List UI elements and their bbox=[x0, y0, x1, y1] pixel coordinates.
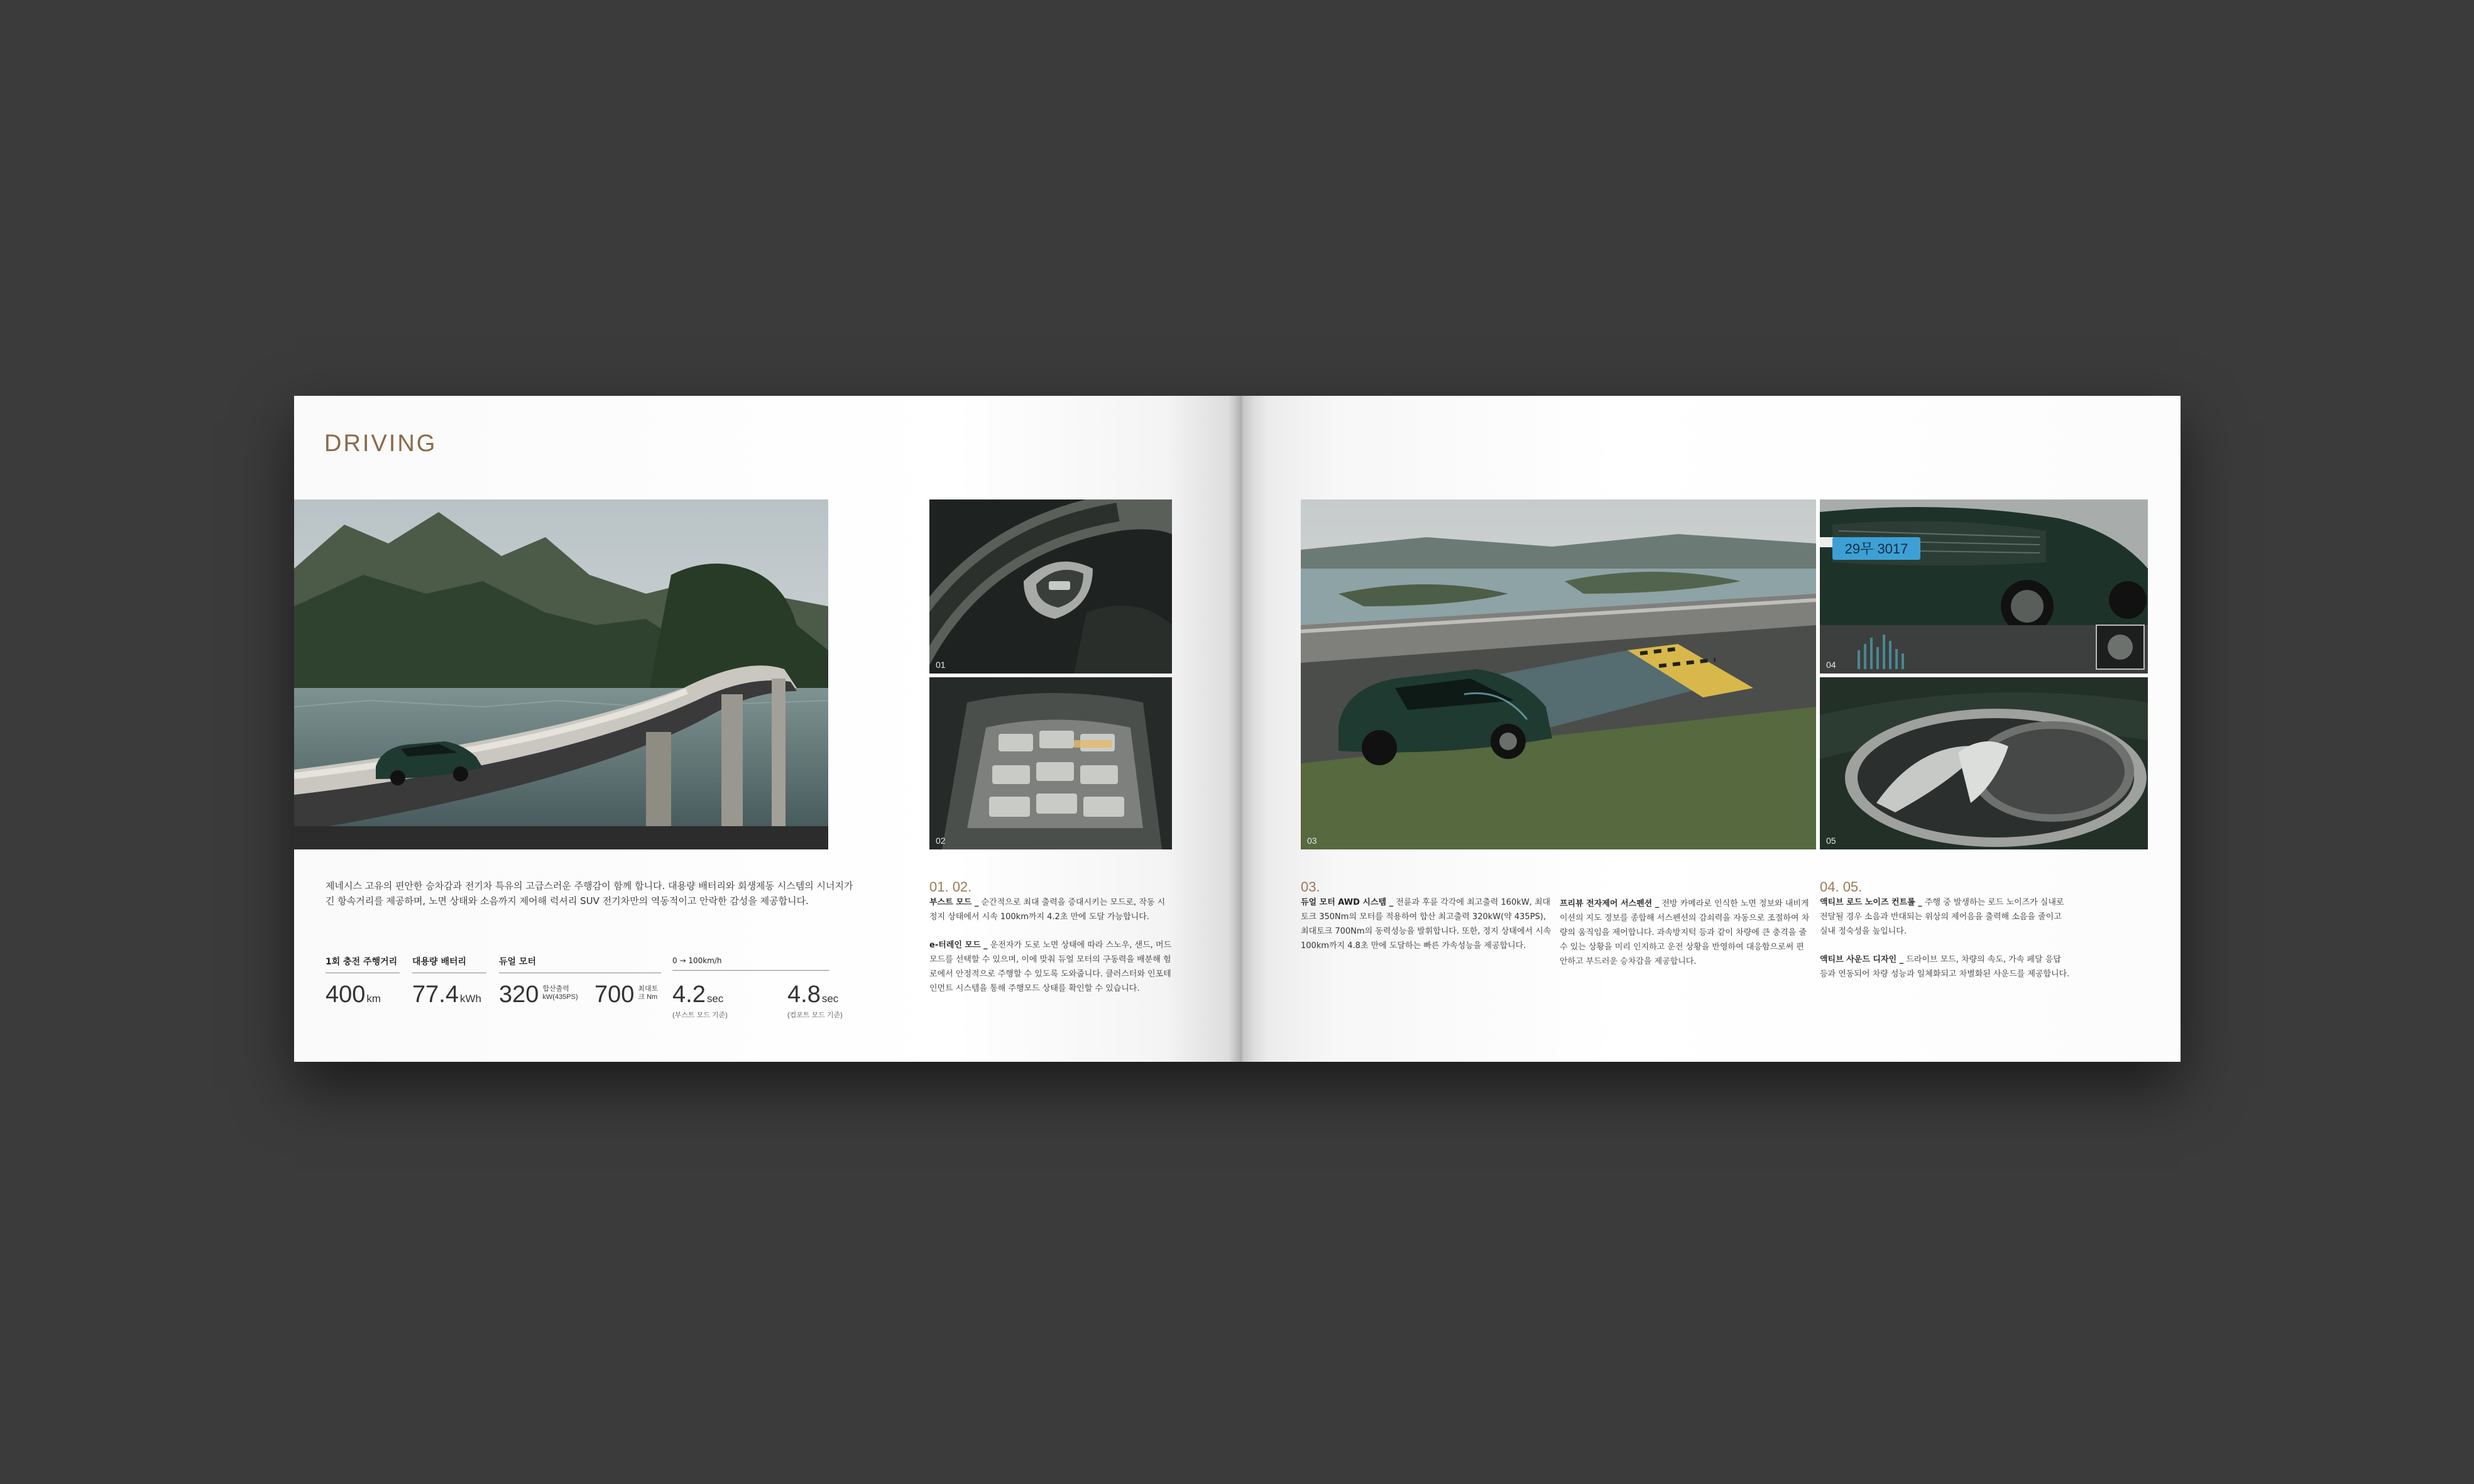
photo-number-01: 01 bbox=[936, 660, 946, 670]
photo-number-02: 02 bbox=[936, 836, 946, 846]
noise-control-paragraph: 액티브 로드 노이즈 컨트롤 _ 주행 중 발생하는 로드 노이즈가 실내로 전달될 경우 소음과 반대되는 위상의 제어음을 출력해 소음을 줄이고 실내 정숙성을 높입니다. bbox=[1820, 898, 2064, 936]
spec-label-range: 1회 충전 주행거리 bbox=[326, 955, 400, 973]
spec-label-battery: 대용량 배터리 bbox=[412, 955, 486, 973]
awd-paragraph: 듀얼 모터 AWD 시스템 _ 전륜과 후륜 각각에 최고출력 160kW, 최대토크 350Nm의 모터를 적용하여 합산 최고출력 320kW(약 435PS), 최대토크 700Nm의 동력성능을 발휘합니다. 또한, 정지 상태에서 시속 100km까지 4.8초 만에 도달하는 빠른 가속성능을 제공합니다. bbox=[1301, 898, 1552, 951]
spec-power: 320 합산출력 kW(435PS) bbox=[499, 981, 578, 1008]
feature-text-suspension bbox=[1560, 897, 1811, 969]
sound-design-paragraph: 액티브 사운드 디자인 _ 드라이브 모드, 차량의 속도, 가속 페달 응답 등과 연동되어 차량 성능과 일체화되고 차별화된 사운드를 제공합니다. bbox=[1820, 955, 2070, 979]
drive-mode-console-photo bbox=[929, 677, 1172, 849]
intro-paragraph: 제네시스 고유의 편안한 승차감과 전기차 특유의 고급스러운 주행감이 함께 합니다. 대용량 배터리와 회생제동 시스템의 시너지가 긴 항속거리를 제공하며, 노면 상태와 소음까지 제어해 럭셔리 SUV 전기차만의 역동적이고 안락한 감성을 제공합니다. bbox=[326, 880, 853, 907]
bridge-road-photo bbox=[294, 499, 828, 849]
brochure-right-page bbox=[1240, 396, 2181, 1062]
brochure-left-page bbox=[294, 396, 1240, 1062]
suspension-preview-photo bbox=[1301, 499, 1816, 849]
photo-number-04: 04 bbox=[1826, 660, 1836, 670]
suspension-paragraph: 프리뷰 전자제어 서스펜션 _ 전방 카메라로 인식한 노면 정보와 내비게이션의 지도 정보를 종합해 서스펜션의 감쇠력을 자동으로 조절하여 차량의 움직임을 제어합니다. 과속방지턱 등과 같이 차량에 큰 충격을 줄 수 있는 상황을 미리 인지하고 운전 상황을 반영하여 대응함으로써 편안하고 부드러운 승차감을 제공합니다. bbox=[1560, 899, 1810, 966]
door-speaker-photo bbox=[1820, 677, 2148, 849]
spec-table bbox=[326, 955, 863, 1025]
spec-accel-comfort: 4.8 sec (컴포트 모드 기준) bbox=[787, 981, 843, 1019]
spec-label-accel: 0 → 100km/h bbox=[672, 955, 829, 971]
spec-accel-boost: 4.2 sec (부스트 모드 기준) bbox=[672, 981, 728, 1019]
brochure-gutter bbox=[1229, 396, 1254, 1062]
eterrain-mode-paragraph: e-터레인 모드 _ 운전자가 도로 노면 상태에 따라 스노우, 샌드, 머드 모드를 선택할 수 있으며, 이에 맞춰 듀얼 모터의 구동력을 배분해 험로에서 안정적으로 주행할 수 있도록 도와줍니다. 클러스터와 인포테인먼트 시스템을 통해 주행모드 상태를 확인할 수 있습니다. bbox=[929, 941, 1172, 993]
feature-text-04-05 bbox=[1820, 880, 2071, 981]
car-front-noise-photo bbox=[1820, 499, 2148, 674]
spec-torque: 700 최대토크 Nm bbox=[594, 981, 659, 1008]
spec-battery: 77.4 kWh bbox=[412, 981, 481, 1008]
boost-mode-paragraph: 부스트 모드 _ 순간적으로 최대 출력을 증대시키는 모드로, 작동 시 정지 상태에서 시속 100km까지 4.2초 만에 도달 가능합니다. bbox=[929, 898, 1166, 922]
section-title: DRIVING bbox=[324, 430, 437, 457]
feature-text-01-02 bbox=[929, 880, 1173, 996]
photo-number-03: 03 bbox=[1307, 836, 1317, 846]
spec-range: 400 km bbox=[326, 981, 381, 1008]
photo-number-05: 05 bbox=[1826, 836, 1836, 846]
steering-wheel-photo bbox=[929, 499, 1172, 674]
feature-number-03: 03. bbox=[1301, 879, 1320, 895]
feature-text-03-awd bbox=[1301, 880, 1552, 953]
feature-number-04-05: 04. 05. bbox=[1820, 879, 1863, 895]
feature-number-01-02: 01. 02. bbox=[929, 879, 972, 895]
license-plate: 29무 3017 bbox=[1844, 541, 1908, 557]
spec-label-motor: 듀얼 모터 bbox=[499, 955, 661, 973]
